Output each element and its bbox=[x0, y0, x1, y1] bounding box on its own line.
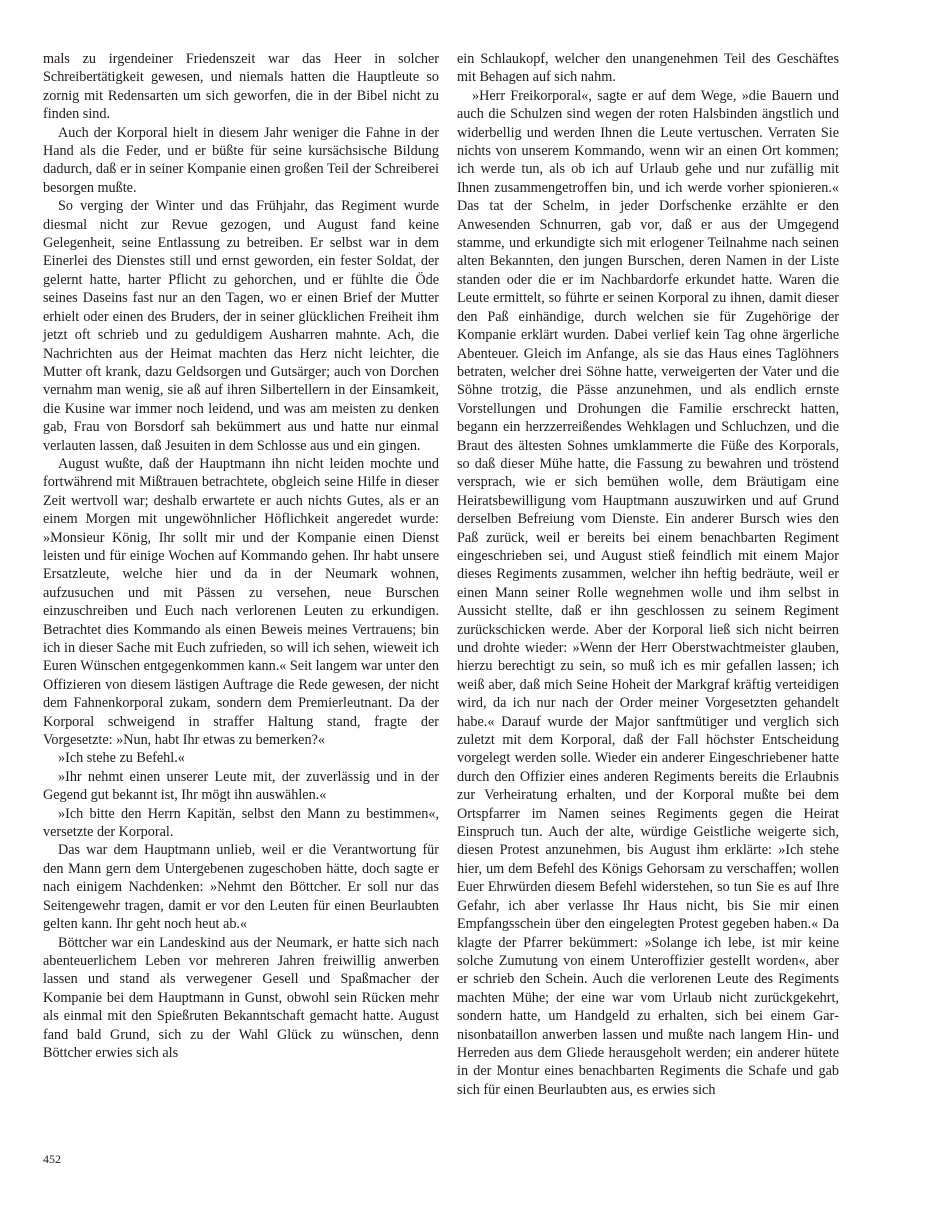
paragraph: Das war dem Hauptmann unlieb, weil er die Verantwortung für den Mann gern dem Untergebenen zugeschoben hätte, doch sagte er nach einigem Nachdenken: »Nehmt den Böttcher. Er soll nur das Seitengewehr tragen, damit er vor den Leuten für einen Beurlaubten gelten kann. Ihr geht noch heut ab.« bbox=[43, 842, 439, 933]
paragraph: »Ich stehe zu Befehl.« bbox=[58, 750, 185, 767]
paragraph: ein Schlaukopf, welcher den unangenehmen Teil des Geschäftes mit Behagen auf sich nahm. bbox=[457, 51, 839, 86]
paragraph: August wußte, daß der Hauptmann ihn nicht leiden mochte und fortwährend mit Mißtrauen betrachtete, obgleich seine Hilfe in dieser Zeit wertvoll war; deshalb erwartete er auch nichts Gutes, als er an einem Morgen mit ungewöhnlicher Höflichkeit angeredet wurde: »Monsieur König, Ihr sollt mir und der Kompanie einen Dienst leisten und für einige Wochen auf Kommando gehen. Ihr habt unsere Ersatzleute, welche hier und da in der Neumark wohnen, aufzusuchen und mit Pässen zu versehen, neue Burschen einzuschreiben und Euch nach verlorenen Leuten zu erkundigen. Betrachtet dies Kommando als einen Beweis meines Vertrauens; bin ich in dieser Sache mit Euch zufrieden, so will ich sehen, wieweit ich Euren Wünschen entgegenkommen kann.« Seit langem war unter den Offizieren von diesem lästigen Auftrage die Rede gewesen, der nicht dem Fahnenkorporal zukam, sondern dem Premierleutnant. Da der Korporal schweigend in straffer Haltung stand, fragte der Vorgesetzte: »Nun, habt Ihr etwas zu bemerken?« bbox=[43, 455, 439, 749]
paragraph: »Ich bitte den Herrn Kapitän, selbst den Mann zu bestimmen«, versetzte der Korporal. bbox=[43, 805, 439, 841]
paragraph: So verging der Winter und das Frühjahr, das Regiment wurde diesmal nicht zur Revue gezogen, und August fand keine Gelegenheit, seine Entlassung zu betreiben. Er selbst war in dem Einerlei des Dienstes still und ernst geworden, ein fester Soldat, der gelernt hatte, harter Pflicht zu gehorchen, und er fühlte die Öde seines Daseins fast nur an den Tagen, wo er einen Brief der Mutter erhielt oder einen des Bruders, der in seiner glücklichen Freiheit ihm jetzt oft schrieb und zu geduldigem Ausharren mahnte. Ach, die Nachrichten aus der Heimat machten das Herz nicht leichter, die Mutter oft krank, dazu Geldsorgen und Gutsärger; auch von Dorchen vernahm man wenig, sie aß auf ihren Silbertellern in der Einsamkeit, die Kusine war immer noch leidend, und was am meisten zu denken gab, Frau von Borsdorf sah bekümmert aus und hatte nur einmal verlauten lassen, daß Jesuiten in dem Schlosse aus und ein gingen. bbox=[43, 198, 439, 454]
paragraph: Böttcher war ein Landeskind aus der Neumark, er hatte sich nach abenteuerlichem Leben vor mehreren Jahren freiwillig anwerben lassen und stand als verwegener Gesell und Spaßmacher der Kompanie bei dem Hauptmann in Gunst, obwohl sein Rücken mehr als einmal mit den Spießruten Bekanntschaft gemacht hatte. August fand bald Grund, sich zu der Wahl Glück zu wünschen, denn Böttcher erwies sich als bbox=[43, 934, 439, 1061]
right-text-column bbox=[457, 50, 839, 1099]
paragraph: mals zu irgendeiner Friedenszeit war das Heer in solcher Schreibertätigkeit gewesen, und niemals hatten die Hauptleute so zornig mit Redensarten um sich geworfen, die in der Bibel nicht zu finden sind. bbox=[43, 51, 439, 123]
paragraph: »Herr Freikorporal«, sagte er auf dem Wege, »die Bauern und auch die Schulzen sind wegen der roten Halsbinden ängstlich und widerbellig und werden Ihnen die Leute vertuschen. Verraten Sie nichts von unserem Kommando, wenn wir an einen Ort kommen; ich werde tun, als ob ich auf Urlaub gehe und nur zufällig mit Ihnen zusammengetroffen bin, und ich werde vorher spionieren.« Das tat der Schelm, in jeder Dorfschenke erzählte er den Anwesenden Schnurren, gab vor, daß er aus der Umgegend stamme, und erkundigte sich mit erlogener Teilnahme nach seinen alten Bekannten, den jungen Burschen, deren Namen in der Liste standen oder die er im Nachbardorfe erkundet hatte. Waren die Leute ermittelt, so führte er seinen Korporal zu ihnen, damit dieser den Paß einhändige, durch welchen sie für Zugehörige der Kompanie erklärt wurden. Dabei verlief kein Tag ohne ärgerliche Abenteuer. Gleich im Anfange, als sie das Haus eines Taglöhners betraten, welcher drei Söhne hatte, verweigerten der Vater und die Söhne trotzig, die Pässe anzunehmen, und als endlich ernste Vorstellungen und Drohungen die Familie erschreckt hatten, begann ein herzzerreißendes Wehklagen und Schluchzen, und die Braut des ältesten Sohnes umklammerte die Füße des Korporals, so daß dieser Mühe hatte, die Fassung zu bewahren und tröstend versprach, wie er sich bemühen wolle, dem Bräutigam eine Heiratsbewilligung vom Hauptmann auszuwirken und auf Grund derselben Befreiung vom Dienste. Ein anderer Bursch wies den Paß zurück, weil er bereits bei einem benachbarten Regiment eingeschrieben sei, und August stieß feindlich mit einem Major dieses Regiments zusammen, welcher ihn heftig bedräute, weil er einen Mann seiner Rolle wegnehmen wolle und ihm selbst in Aussicht stellte, daß er ihn geschlossen zu seinem Regiment zurückschicken werde. Aber der Korporal ließ sich nicht beirren und drohte wieder: »Wenn der Herr Oberstwachtmeister glauben, hierzu berechtigt zu sein, so muß ich es mir gefallen lassen; ich weiß aber, daß mich Seine Hoheit der Markgraf kräftig verteidigen wird, da ich nur nach der Order meiner Vorgesetzten gehandelt habe.« Darauf wurde der Major sanftmütiger und verglich sich zuletzt mit dem Korporal, daß der Fall höchster Entscheidung vorgelegt werden solle. Wieder ein anderer Eingeschriebener hatte durch den Offizier eines anderen Regiments bereits die Erlaubnis zur Verheiratung erhalten, und der Korporal mußte bei dem Ortspfarrer im Namen seines Regiments gegen die Heirat Einspruch tun. Auch der alte, würdige Geistliche weigerte sich, diesen Protest anzunehmen, bis August ihm erklärte: »Ich stehe hier, um dem Befehl des Königs Gehorsam zu verschaffen; wollen Euer Ehrwürden diesem Befehl widerstehen, so tun Sie es auf Ihre Gefahr, ich aber verlasse Ihr Haus nicht, bis Sie mir einen Empfangsschein über den eingelegten Protest gegeben haben.« Da klagte der Pfarrer bekümmert: »Solange ich lebe, ist mir keine solche Zumutung von einem Unteroffizier gestellt worden«, aber er schrieb den Schein. Auch die verlorenen Leute des Regiments machten Mühe; der eine war vom Urlaub nicht zurückgekehrt, sondern hatte, um Handgeld zu erhalten, sich bei einem Garnisonbataillon anwerben lassen und mußte nach langem Hin- und Herreden aus dem Gliede herausgeholt werden; ein anderer hütete in der Montur eines benachbarten Regiments die Schafe und gab sich für einen Beurlaubten aus, es erwies sich bbox=[457, 87, 839, 1098]
left-text-column bbox=[43, 50, 439, 1062]
paragraph: »Ihr nehmt einen unserer Leute mit, der zuverlässig und in der Gegend gut bekannt ist, Ihr mögt ihn auswählen.« bbox=[43, 768, 439, 804]
paragraph: Auch der Korporal hielt in diesem Jahr weniger die Fahne in der Hand als die Feder, und er büßte für seine kursächsische Bildung dadurch, daß er in seiner Kompanie einen großen Teil der Schreiberei besorgen mußte. bbox=[43, 124, 439, 196]
page-number: 452 bbox=[43, 1152, 61, 1166]
